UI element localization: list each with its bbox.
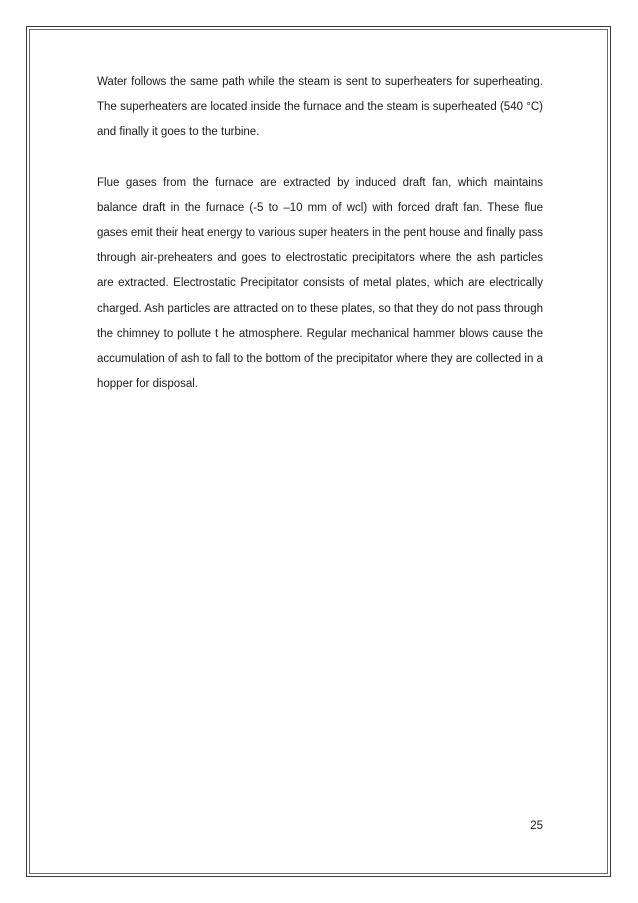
paragraph-flue-gases: Flue gases from the furnace are extracted by induced draft fan, which maintains balance draft in the furnace (-5 to –10 mm of wcl) with forced draft fan. These flue gases emit their heat energy to various super heaters in the pent house and finally pass through air-preheaters and goes to electrostatic precipitators where the ash particles are extracted. Electrostatic Precipitator consists of metal plates, which are electrically charged. Ash particles are attracted on to these plates, so that they do not pass through the chimney to pollute t he atmosphere. Regular mechanical hammer blows cause the accumulation of ash to fall to the bottom of the precipitator where they are collected in a hopper for disposal.	[97, 176, 543, 391]
page-body	[97, 70, 543, 397]
paragraph-superheaters: Water follows the same path while the steam is sent to superheaters for superheating. The superheaters are located inside the furnace and the steam is superheated (540 °C) and finally it goes to the turbine.	[97, 76, 543, 139]
page-number: 25	[530, 820, 543, 832]
